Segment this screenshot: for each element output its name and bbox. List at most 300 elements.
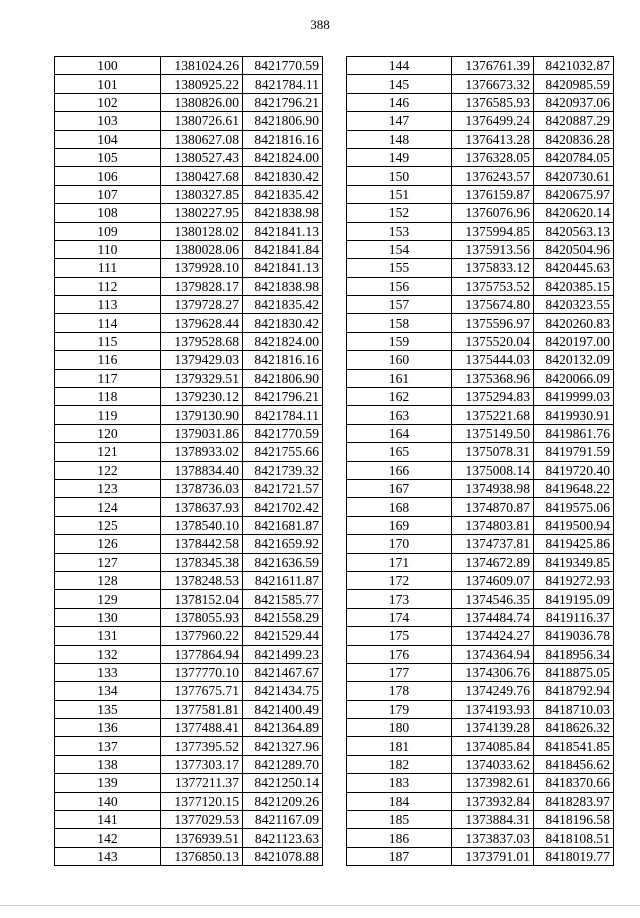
point-number-cell: 177 bbox=[347, 663, 452, 681]
table-row bbox=[347, 535, 614, 553]
coordinate-x-cell: 1375368.96 bbox=[452, 369, 534, 387]
table-row bbox=[55, 351, 323, 369]
point-number-cell: 137 bbox=[55, 737, 161, 755]
coordinates-table-left-body bbox=[55, 57, 323, 866]
coordinate-y-cell: 8421434.75 bbox=[243, 682, 323, 700]
table-row bbox=[55, 535, 323, 553]
coordinate-y-cell: 8419861.76 bbox=[534, 424, 614, 442]
point-number-cell: 121 bbox=[55, 443, 161, 461]
table-row bbox=[55, 167, 323, 185]
coordinate-x-cell: 1374085.84 bbox=[452, 737, 534, 755]
table-row bbox=[347, 608, 614, 626]
coordinate-y-cell: 8418956.34 bbox=[534, 645, 614, 663]
coordinate-y-cell: 8419036.78 bbox=[534, 627, 614, 645]
point-number-cell: 150 bbox=[347, 167, 452, 185]
point-number-cell: 101 bbox=[55, 75, 161, 93]
coordinate-x-cell: 1373837.03 bbox=[452, 829, 534, 847]
table-row bbox=[347, 296, 614, 314]
coordinate-y-cell: 8421167.09 bbox=[243, 811, 323, 829]
table-row bbox=[55, 719, 323, 737]
coordinate-x-cell: 1378152.04 bbox=[161, 590, 243, 608]
coordinate-x-cell: 1377581.81 bbox=[161, 700, 243, 718]
coordinate-x-cell: 1374737.81 bbox=[452, 535, 534, 553]
table-row bbox=[55, 112, 323, 130]
coordinate-y-cell: 8420504.96 bbox=[534, 240, 614, 258]
table-row bbox=[347, 369, 614, 387]
coordinate-x-cell: 1381024.26 bbox=[161, 57, 243, 75]
coordinate-x-cell: 1379429.03 bbox=[161, 351, 243, 369]
coordinate-x-cell: 1376159.87 bbox=[452, 185, 534, 203]
point-number-cell: 183 bbox=[347, 774, 452, 792]
coordinate-x-cell: 1375674.80 bbox=[452, 296, 534, 314]
point-number-cell: 102 bbox=[55, 93, 161, 111]
point-number-cell: 109 bbox=[55, 222, 161, 240]
table-row bbox=[347, 424, 614, 442]
point-number-cell: 100 bbox=[55, 57, 161, 75]
coordinate-x-cell: 1379329.51 bbox=[161, 369, 243, 387]
coordinate-y-cell: 8419195.09 bbox=[534, 590, 614, 608]
table-row bbox=[55, 314, 323, 332]
point-number-cell: 186 bbox=[347, 829, 452, 847]
table-row bbox=[347, 75, 614, 93]
point-number-cell: 170 bbox=[347, 535, 452, 553]
table-row bbox=[55, 130, 323, 148]
table-row bbox=[55, 737, 323, 755]
coordinate-y-cell: 8420323.55 bbox=[534, 296, 614, 314]
page-bottom-rule bbox=[0, 905, 640, 906]
coordinate-y-cell: 8420620.14 bbox=[534, 204, 614, 222]
coordinate-x-cell: 1375294.83 bbox=[452, 388, 534, 406]
coordinate-x-cell: 1374609.07 bbox=[452, 571, 534, 589]
coordinate-y-cell: 8421838.98 bbox=[243, 277, 323, 295]
coordinate-x-cell: 1377770.10 bbox=[161, 663, 243, 681]
coordinate-y-cell: 8421806.90 bbox=[243, 112, 323, 130]
table-row bbox=[347, 443, 614, 461]
coordinate-x-cell: 1377488.41 bbox=[161, 719, 243, 737]
point-number-cell: 156 bbox=[347, 277, 452, 295]
table-row bbox=[55, 93, 323, 111]
coordinate-y-cell: 8421830.42 bbox=[243, 167, 323, 185]
table-row bbox=[347, 553, 614, 571]
coordinate-x-cell: 1375994.85 bbox=[452, 222, 534, 240]
point-number-cell: 108 bbox=[55, 204, 161, 222]
coordinate-x-cell: 1375221.68 bbox=[452, 406, 534, 424]
coordinate-x-cell: 1379031.86 bbox=[161, 424, 243, 442]
coordinate-x-cell: 1380826.00 bbox=[161, 93, 243, 111]
table-row bbox=[55, 700, 323, 718]
coordinate-x-cell: 1378345.38 bbox=[161, 553, 243, 571]
coordinate-x-cell: 1377211.37 bbox=[161, 774, 243, 792]
coordinate-y-cell: 8421209.26 bbox=[243, 792, 323, 810]
table-row bbox=[347, 314, 614, 332]
coordinate-x-cell: 1378442.58 bbox=[161, 535, 243, 553]
coordinate-x-cell: 1375520.04 bbox=[452, 332, 534, 350]
coordinate-y-cell: 8420563.13 bbox=[534, 222, 614, 240]
coordinate-x-cell: 1376076.96 bbox=[452, 204, 534, 222]
point-number-cell: 138 bbox=[55, 755, 161, 773]
point-number-cell: 169 bbox=[347, 516, 452, 534]
coordinate-x-cell: 1374139.28 bbox=[452, 719, 534, 737]
table-row bbox=[347, 148, 614, 166]
point-number-cell: 187 bbox=[347, 847, 452, 865]
table-row bbox=[347, 498, 614, 516]
table-row bbox=[347, 700, 614, 718]
point-number-cell: 131 bbox=[55, 627, 161, 645]
point-number-cell: 185 bbox=[347, 811, 452, 829]
coordinate-y-cell: 8421784.11 bbox=[243, 406, 323, 424]
table-row bbox=[347, 847, 614, 865]
point-number-cell: 113 bbox=[55, 296, 161, 314]
point-number-cell: 154 bbox=[347, 240, 452, 258]
coordinate-y-cell: 8418283.97 bbox=[534, 792, 614, 810]
coordinate-x-cell: 1375833.12 bbox=[452, 259, 534, 277]
point-number-cell: 159 bbox=[347, 332, 452, 350]
coordinate-y-cell: 8421830.42 bbox=[243, 314, 323, 332]
table-row bbox=[347, 277, 614, 295]
coordinate-y-cell: 8419930.91 bbox=[534, 406, 614, 424]
table-row bbox=[55, 627, 323, 645]
table-row bbox=[55, 498, 323, 516]
point-number-cell: 149 bbox=[347, 148, 452, 166]
coordinate-y-cell: 8419999.03 bbox=[534, 388, 614, 406]
coordinate-x-cell: 1374803.81 bbox=[452, 516, 534, 534]
coordinate-y-cell: 8421824.00 bbox=[243, 332, 323, 350]
coordinate-x-cell: 1376761.39 bbox=[452, 57, 534, 75]
coordinate-x-cell: 1378834.40 bbox=[161, 461, 243, 479]
coordinate-y-cell: 8421558.29 bbox=[243, 608, 323, 626]
coordinate-y-cell: 8421032.87 bbox=[534, 57, 614, 75]
coordinate-y-cell: 8421250.14 bbox=[243, 774, 323, 792]
point-number-cell: 151 bbox=[347, 185, 452, 203]
coordinate-y-cell: 8421835.42 bbox=[243, 296, 323, 314]
point-number-cell: 179 bbox=[347, 700, 452, 718]
table-row bbox=[347, 57, 614, 75]
coordinate-x-cell: 1374249.76 bbox=[452, 682, 534, 700]
table-row bbox=[347, 755, 614, 773]
coordinate-y-cell: 8421499.23 bbox=[243, 645, 323, 663]
table-row bbox=[347, 516, 614, 534]
point-number-cell: 146 bbox=[347, 93, 452, 111]
point-number-cell: 173 bbox=[347, 590, 452, 608]
coordinate-x-cell: 1373884.31 bbox=[452, 811, 534, 829]
coordinate-x-cell: 1374306.76 bbox=[452, 663, 534, 681]
table-row bbox=[55, 755, 323, 773]
coordinate-y-cell: 8421841.84 bbox=[243, 240, 323, 258]
table-row bbox=[347, 811, 614, 829]
point-number-cell: 135 bbox=[55, 700, 161, 718]
table-row bbox=[55, 847, 323, 865]
coordinate-y-cell: 8418019.77 bbox=[534, 847, 614, 865]
coordinate-y-cell: 8421721.57 bbox=[243, 479, 323, 497]
coordinate-y-cell: 8419425.86 bbox=[534, 535, 614, 553]
point-number-cell: 111 bbox=[55, 259, 161, 277]
point-number-cell: 172 bbox=[347, 571, 452, 589]
table-row bbox=[55, 240, 323, 258]
coordinate-x-cell: 1380925.22 bbox=[161, 75, 243, 93]
table-row bbox=[55, 424, 323, 442]
point-number-cell: 166 bbox=[347, 461, 452, 479]
coordinate-y-cell: 8420066.09 bbox=[534, 369, 614, 387]
coordinate-x-cell: 1380028.06 bbox=[161, 240, 243, 258]
coordinate-y-cell: 8421400.49 bbox=[243, 700, 323, 718]
coordinate-y-cell: 8421824.00 bbox=[243, 148, 323, 166]
coordinate-x-cell: 1378540.10 bbox=[161, 516, 243, 534]
table-row bbox=[347, 222, 614, 240]
table-row bbox=[55, 774, 323, 792]
point-number-cell: 147 bbox=[347, 112, 452, 130]
table-row bbox=[347, 461, 614, 479]
point-number-cell: 103 bbox=[55, 112, 161, 130]
coordinate-y-cell: 8421681.87 bbox=[243, 516, 323, 534]
table-row bbox=[55, 277, 323, 295]
coordinate-y-cell: 8419575.06 bbox=[534, 498, 614, 516]
point-number-cell: 176 bbox=[347, 645, 452, 663]
coordinate-y-cell: 8420784.05 bbox=[534, 148, 614, 166]
table-row bbox=[347, 479, 614, 497]
coordinate-y-cell: 8421529.44 bbox=[243, 627, 323, 645]
coordinate-x-cell: 1379628.44 bbox=[161, 314, 243, 332]
table-row bbox=[347, 130, 614, 148]
table-row bbox=[55, 461, 323, 479]
coordinate-y-cell: 8421611.87 bbox=[243, 571, 323, 589]
coordinate-y-cell: 8421289.70 bbox=[243, 755, 323, 773]
coordinate-x-cell: 1375913.56 bbox=[452, 240, 534, 258]
coordinate-y-cell: 8418875.05 bbox=[534, 663, 614, 681]
coordinate-y-cell: 8419720.40 bbox=[534, 461, 614, 479]
coordinate-x-cell: 1377395.52 bbox=[161, 737, 243, 755]
coordinate-x-cell: 1377864.94 bbox=[161, 645, 243, 663]
coordinate-y-cell: 8419791.59 bbox=[534, 443, 614, 461]
coordinate-y-cell: 8421784.11 bbox=[243, 75, 323, 93]
coordinate-y-cell: 8418196.58 bbox=[534, 811, 614, 829]
table-row bbox=[55, 406, 323, 424]
coordinate-x-cell: 1378248.53 bbox=[161, 571, 243, 589]
coordinate-x-cell: 1379230.12 bbox=[161, 388, 243, 406]
table-row bbox=[347, 590, 614, 608]
coordinate-y-cell: 8420675.97 bbox=[534, 185, 614, 203]
coordinate-y-cell: 8421770.59 bbox=[243, 424, 323, 442]
coordinate-y-cell: 8419648.22 bbox=[534, 479, 614, 497]
coordinate-y-cell: 8421838.98 bbox=[243, 204, 323, 222]
coordinate-x-cell: 1375444.03 bbox=[452, 351, 534, 369]
table-row bbox=[347, 663, 614, 681]
point-number-cell: 126 bbox=[55, 535, 161, 553]
coordinate-y-cell: 8421841.13 bbox=[243, 222, 323, 240]
table-row bbox=[55, 608, 323, 626]
coordinate-x-cell: 1379928.10 bbox=[161, 259, 243, 277]
table-row bbox=[347, 627, 614, 645]
table-row bbox=[55, 222, 323, 240]
coordinate-x-cell: 1380227.95 bbox=[161, 204, 243, 222]
table-row bbox=[347, 774, 614, 792]
coordinate-x-cell: 1379728.27 bbox=[161, 296, 243, 314]
coordinate-x-cell: 1375149.50 bbox=[452, 424, 534, 442]
point-number-cell: 180 bbox=[347, 719, 452, 737]
coordinate-x-cell: 1373932.84 bbox=[452, 792, 534, 810]
point-number-cell: 123 bbox=[55, 479, 161, 497]
table-row bbox=[347, 351, 614, 369]
coordinates-table-right bbox=[346, 56, 614, 866]
coordinate-x-cell: 1376499.24 bbox=[452, 112, 534, 130]
table-row bbox=[347, 406, 614, 424]
table-row bbox=[347, 645, 614, 663]
table-row bbox=[55, 204, 323, 222]
coordinate-y-cell: 8421796.21 bbox=[243, 93, 323, 111]
table-row bbox=[55, 443, 323, 461]
table-row bbox=[347, 332, 614, 350]
point-number-cell: 107 bbox=[55, 185, 161, 203]
coordinate-y-cell: 8418370.66 bbox=[534, 774, 614, 792]
point-number-cell: 175 bbox=[347, 627, 452, 645]
point-number-cell: 106 bbox=[55, 167, 161, 185]
coordinate-x-cell: 1377029.53 bbox=[161, 811, 243, 829]
coordinate-x-cell: 1380427.68 bbox=[161, 167, 243, 185]
coordinate-y-cell: 8421702.42 bbox=[243, 498, 323, 516]
point-number-cell: 114 bbox=[55, 314, 161, 332]
point-number-cell: 171 bbox=[347, 553, 452, 571]
coordinate-x-cell: 1379528.68 bbox=[161, 332, 243, 350]
coordinate-x-cell: 1375008.14 bbox=[452, 461, 534, 479]
table-row bbox=[55, 296, 323, 314]
coordinate-x-cell: 1374424.27 bbox=[452, 627, 534, 645]
coordinate-y-cell: 8418108.51 bbox=[534, 829, 614, 847]
point-number-cell: 136 bbox=[55, 719, 161, 737]
coordinate-x-cell: 1374033.62 bbox=[452, 755, 534, 773]
coordinate-y-cell: 8421585.77 bbox=[243, 590, 323, 608]
point-number-cell: 122 bbox=[55, 461, 161, 479]
table-row bbox=[55, 645, 323, 663]
point-number-cell: 124 bbox=[55, 498, 161, 516]
coordinate-y-cell: 8421816.16 bbox=[243, 351, 323, 369]
coordinate-y-cell: 8421364.89 bbox=[243, 719, 323, 737]
coordinates-table-right-body bbox=[347, 57, 614, 866]
table-row bbox=[347, 259, 614, 277]
point-number-cell: 174 bbox=[347, 608, 452, 626]
coordinate-y-cell: 8420132.09 bbox=[534, 351, 614, 369]
coordinate-y-cell: 8421739.32 bbox=[243, 461, 323, 479]
coordinate-x-cell: 1378055.93 bbox=[161, 608, 243, 626]
table-row bbox=[55, 479, 323, 497]
point-number-cell: 120 bbox=[55, 424, 161, 442]
table-row bbox=[347, 167, 614, 185]
coordinate-y-cell: 8421659.92 bbox=[243, 535, 323, 553]
coordinates-table-left bbox=[54, 56, 323, 866]
table-row bbox=[55, 57, 323, 75]
point-number-cell: 127 bbox=[55, 553, 161, 571]
coordinate-y-cell: 8420445.63 bbox=[534, 259, 614, 277]
coordinate-x-cell: 1380726.61 bbox=[161, 112, 243, 130]
point-number-cell: 112 bbox=[55, 277, 161, 295]
coordinate-x-cell: 1380128.02 bbox=[161, 222, 243, 240]
coordinate-y-cell: 8420937.06 bbox=[534, 93, 614, 111]
coordinate-x-cell: 1377960.22 bbox=[161, 627, 243, 645]
table-row bbox=[55, 553, 323, 571]
coordinate-x-cell: 1378736.03 bbox=[161, 479, 243, 497]
coordinate-x-cell: 1373791.01 bbox=[452, 847, 534, 865]
point-number-cell: 158 bbox=[347, 314, 452, 332]
point-number-cell: 110 bbox=[55, 240, 161, 258]
point-number-cell: 163 bbox=[347, 406, 452, 424]
coordinate-x-cell: 1373982.61 bbox=[452, 774, 534, 792]
table-row bbox=[347, 112, 614, 130]
coordinate-x-cell: 1379130.90 bbox=[161, 406, 243, 424]
table-row bbox=[347, 737, 614, 755]
coordinate-y-cell: 8420985.59 bbox=[534, 75, 614, 93]
table-row bbox=[347, 240, 614, 258]
coordinate-x-cell: 1374546.35 bbox=[452, 590, 534, 608]
coordinate-y-cell: 8421755.66 bbox=[243, 443, 323, 461]
table-row bbox=[347, 719, 614, 737]
point-number-cell: 144 bbox=[347, 57, 452, 75]
coordinate-y-cell: 8419272.93 bbox=[534, 571, 614, 589]
coordinate-y-cell: 8420887.29 bbox=[534, 112, 614, 130]
point-number-cell: 119 bbox=[55, 406, 161, 424]
point-number-cell: 161 bbox=[347, 369, 452, 387]
point-number-cell: 167 bbox=[347, 479, 452, 497]
coordinate-x-cell: 1375596.97 bbox=[452, 314, 534, 332]
table-row bbox=[55, 829, 323, 847]
point-number-cell: 116 bbox=[55, 351, 161, 369]
coordinate-x-cell: 1378933.02 bbox=[161, 443, 243, 461]
coordinate-y-cell: 8420260.83 bbox=[534, 314, 614, 332]
coordinate-y-cell: 8421841.13 bbox=[243, 259, 323, 277]
coordinate-x-cell: 1376850.13 bbox=[161, 847, 243, 865]
point-number-cell: 182 bbox=[347, 755, 452, 773]
coordinate-y-cell: 8421123.63 bbox=[243, 829, 323, 847]
point-number-cell: 115 bbox=[55, 332, 161, 350]
point-number-cell: 162 bbox=[347, 388, 452, 406]
coordinate-x-cell: 1375078.31 bbox=[452, 443, 534, 461]
coordinate-y-cell: 8421835.42 bbox=[243, 185, 323, 203]
coordinate-x-cell: 1376413.28 bbox=[452, 130, 534, 148]
point-number-cell: 133 bbox=[55, 663, 161, 681]
coordinate-y-cell: 8420385.15 bbox=[534, 277, 614, 295]
coordinate-x-cell: 1374870.87 bbox=[452, 498, 534, 516]
point-number-cell: 160 bbox=[347, 351, 452, 369]
point-number-cell: 140 bbox=[55, 792, 161, 810]
coordinate-x-cell: 1374672.89 bbox=[452, 553, 534, 571]
coordinate-y-cell: 8419116.37 bbox=[534, 608, 614, 626]
point-number-cell: 164 bbox=[347, 424, 452, 442]
point-number-cell: 178 bbox=[347, 682, 452, 700]
point-number-cell: 153 bbox=[347, 222, 452, 240]
coordinate-y-cell: 8421816.16 bbox=[243, 130, 323, 148]
coordinate-x-cell: 1374193.93 bbox=[452, 700, 534, 718]
coordinate-x-cell: 1379828.17 bbox=[161, 277, 243, 295]
coordinate-y-cell: 8420730.61 bbox=[534, 167, 614, 185]
table-row bbox=[347, 93, 614, 111]
table-row bbox=[55, 571, 323, 589]
point-number-cell: 148 bbox=[347, 130, 452, 148]
coordinate-y-cell: 8421806.90 bbox=[243, 369, 323, 387]
table-row bbox=[347, 571, 614, 589]
coordinate-x-cell: 1376673.32 bbox=[452, 75, 534, 93]
coordinate-x-cell: 1375753.52 bbox=[452, 277, 534, 295]
coordinate-x-cell: 1380527.43 bbox=[161, 148, 243, 166]
coordinate-y-cell: 8421770.59 bbox=[243, 57, 323, 75]
coordinate-y-cell: 8421078.88 bbox=[243, 847, 323, 865]
table-row bbox=[55, 811, 323, 829]
coordinate-y-cell: 8418792.94 bbox=[534, 682, 614, 700]
table-row bbox=[55, 148, 323, 166]
table-row bbox=[347, 388, 614, 406]
coordinate-y-cell: 8421327.96 bbox=[243, 737, 323, 755]
coordinate-x-cell: 1376243.57 bbox=[452, 167, 534, 185]
coordinate-x-cell: 1376585.93 bbox=[452, 93, 534, 111]
table-row bbox=[55, 259, 323, 277]
coordinate-x-cell: 1377303.17 bbox=[161, 755, 243, 773]
table-row bbox=[55, 516, 323, 534]
